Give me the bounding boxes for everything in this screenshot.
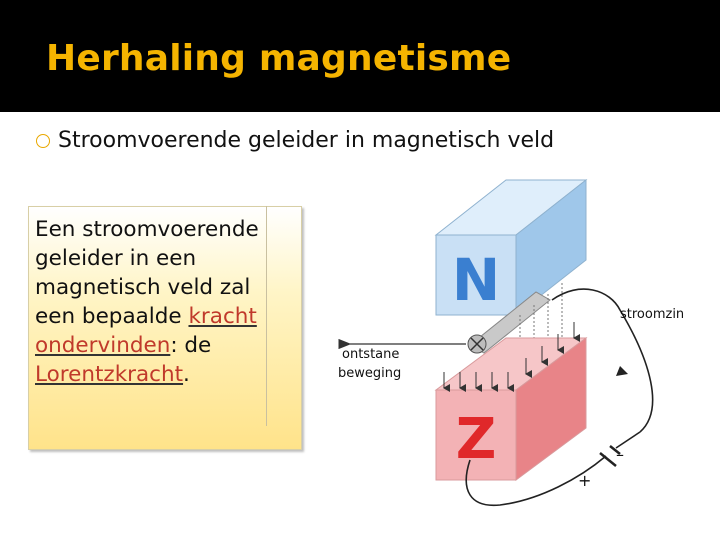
current-arrow-icon (616, 366, 628, 376)
plus-label: + (578, 471, 592, 490)
north-label: N (451, 246, 501, 314)
bullet-item (36, 128, 554, 153)
note-kracht: kracht (188, 304, 257, 329)
note-part1: Een stroomvoerende geleider in een magnetisch veld zal een bepaalde (35, 217, 259, 329)
title-bar (0, 0, 720, 112)
south-label: Z (455, 407, 497, 472)
note-lorentz: Lorentzkracht (35, 362, 184, 387)
note-box (28, 206, 302, 450)
beweging-label-1: ontstane (342, 347, 400, 362)
beweging-label-2: beweging (338, 366, 402, 381)
bullet-text: Stroomvoerende geleider in magnetisch veld (58, 128, 555, 153)
note-text (35, 215, 281, 389)
north-magnet (436, 180, 586, 315)
note-divider (266, 206, 267, 426)
note-colon: : de (170, 333, 212, 358)
south-magnet (436, 338, 586, 480)
bullet-circle-icon (36, 134, 50, 148)
minus-label: – (616, 445, 624, 464)
magnet-diagram (320, 160, 720, 520)
note-ondervinden: ondervinden (35, 333, 171, 358)
slide-title: Herhaling magnetisme (46, 38, 512, 79)
stroomzin-label: stroomzin (620, 307, 685, 322)
note-period: . (183, 362, 190, 387)
